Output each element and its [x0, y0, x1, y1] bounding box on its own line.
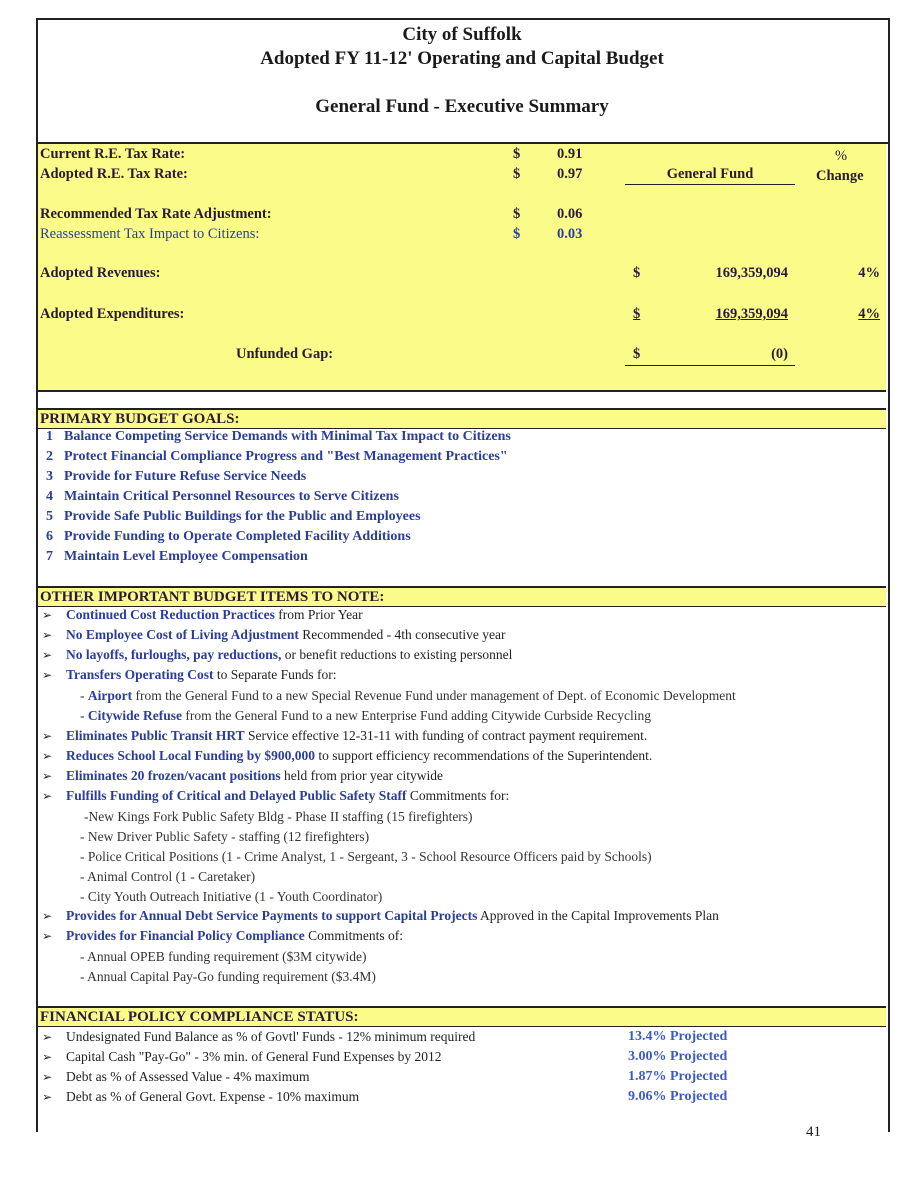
arrow-bullet-icon: ➢ [42, 628, 53, 642]
page-number: 41 [806, 1124, 821, 1140]
note-sub-item: - New Driver Public Safety - staffing (12 firefighters) [80, 829, 370, 844]
arrow-bullet-icon: ➢ [42, 1090, 53, 1104]
note-bullet: ➢ No layoffs, furloughs, pay reductions, or benefit reductions to existing personnel [42, 647, 513, 662]
goal-item: 3 Provide for Future Refuse Service Needs [46, 469, 307, 484]
unfunded-gap-value: (0) [771, 346, 788, 362]
reassessment-label: Reassessment Tax Impact to Citizens: [40, 226, 260, 242]
revenues-label: Adopted Revenues: [40, 265, 161, 281]
arrow-bullet-icon: ➢ [42, 789, 53, 803]
arrow-bullet-icon: ➢ [42, 668, 53, 682]
section-divider [38, 390, 886, 392]
expenditures-currency: $ [633, 306, 641, 322]
goal-item: 6 Provide Funding to Operate Completed Facility Additions [46, 529, 411, 544]
tax-adjust-value: 0.06 [557, 206, 583, 222]
arrow-bullet-icon: ➢ [42, 909, 53, 923]
arrow-bullet-icon: ➢ [42, 1050, 53, 1064]
reassessment-currency: $ [513, 226, 521, 242]
pct-header-label: Change [816, 168, 864, 184]
revenues-currency: $ [633, 265, 641, 281]
note-bullet: ➢ No Employee Cost of Living Adjustment Recommended - 4th consecutive year [42, 627, 506, 642]
arrow-bullet-icon: ➢ [42, 648, 53, 662]
expenditures-pct: 4% [858, 306, 880, 322]
goal-item: 5 Provide Safe Public Buildings for the Public and Employees [46, 509, 421, 524]
adopted-rate-value: 0.97 [557, 166, 583, 182]
compliance-status: 1.87% Projected [628, 1069, 728, 1084]
revenues-pct: 4% [858, 265, 880, 281]
note-bullet: ➢ Provides for Annual Debt Service Payments to support Capital Projects Approved in the Capital Improvements Plan [42, 908, 719, 923]
other-items-section-header: OTHER IMPORTANT BUDGET ITEMS TO NOTE: [38, 586, 886, 607]
pct-header-symbol: % [835, 148, 848, 164]
compliance-item: ➢ Debt as % of Assessed Value - 4% maximum [42, 1069, 310, 1084]
adopted-rate-currency: $ [513, 166, 521, 182]
note-bullet: ➢ Eliminates Public Transit HRT Service effective 12-31-11 with funding of contract payment requirement. [42, 728, 648, 743]
gap-underline [625, 365, 795, 366]
compliance-item: ➢ Capital Cash "Pay-Go" - 3% min. of General Fund Expenses by 2012 [42, 1049, 442, 1064]
note-sub-item: - Airport from the General Fund to a new Special Revenue Fund under management of Dept. of Economic Development [80, 688, 736, 703]
revenues-value: 169,359,094 [715, 265, 788, 281]
current-rate-currency: $ [513, 146, 521, 162]
compliance-item: ➢ Debt as % of General Govt. Expense - 10% maximum [42, 1089, 360, 1104]
expenditures-value: 169,359,094 [715, 306, 788, 322]
note-sub-item: - Annual Capital Pay-Go funding requirement ($3.4M) [80, 969, 376, 984]
note-sub-item: - Animal Control (1 - Caretaker) [80, 869, 256, 884]
arrow-bullet-icon: ➢ [42, 1070, 53, 1084]
note-bullet: ➢ Continued Cost Reduction Practices from Prior Year [42, 607, 363, 622]
arrow-bullet-icon: ➢ [42, 929, 53, 943]
adopted-rate-label: Adopted R.E. Tax Rate: [40, 166, 188, 182]
compliance-item: ➢ Undesignated Fund Balance as % of Govtl' Funds - 12% minimum required [42, 1029, 476, 1044]
tax-adjust-currency: $ [513, 206, 521, 222]
compliance-status: 9.06% Projected [628, 1089, 728, 1104]
note-sub-item: - Police Critical Positions (1 - Crime Analyst, 1 - Sergeant, 3 - School Resource Officers paid by Schools) [80, 849, 652, 864]
compliance-status: 3.00% Projected [628, 1049, 728, 1064]
arrow-bullet-icon: ➢ [42, 729, 53, 743]
general-fund-header: General Fund [625, 166, 795, 185]
note-bullet: ➢ Reduces School Local Funding by $900,000 to support efficiency recommendations of the Superintendent. [42, 748, 653, 763]
compliance-status: 13.4% Projected [628, 1029, 728, 1044]
arrow-bullet-icon: ➢ [42, 769, 53, 783]
arrow-bullet-icon: ➢ [42, 1030, 53, 1044]
expenditures-label: Adopted Expenditures: [40, 306, 185, 322]
unfunded-gap-currency: $ [633, 346, 641, 362]
unfunded-gap-label: Unfunded Gap: [236, 346, 334, 362]
arrow-bullet-icon: ➢ [42, 749, 53, 763]
note-sub-item: - City Youth Outreach Initiative (1 - Youth Coordinator) [80, 889, 383, 904]
budget-title: Adopted FY 11-12' Operating and Capital Budget [260, 48, 664, 69]
goals-section-header: PRIMARY BUDGET GOALS: [38, 408, 886, 429]
tax-adjust-label: Recommended Tax Rate Adjustment: [40, 206, 272, 222]
current-rate-value: 0.91 [557, 146, 583, 162]
note-bullet: ➢ Fulfills Funding of Critical and Delayed Public Safety Staff Commitments for: [42, 788, 510, 803]
note-bullet: ➢ Eliminates 20 frozen/vacant positions held from prior year citywide [42, 768, 443, 783]
note-sub-item: - Citywide Refuse from the General Fund to a new Enterprise Fund adding Citywide Curbside Recycling [80, 708, 652, 723]
goal-item: 4 Maintain Critical Personnel Resources to Serve Citizens [46, 489, 399, 504]
title-block [36, 18, 888, 144]
note-bullet: ➢ Provides for Financial Policy Compliance Commitments of: [42, 928, 404, 943]
note-bullet: ➢ Transfers Operating Cost to Separate Funds for: [42, 667, 337, 682]
city-title: City of Suffolk [402, 24, 522, 45]
summary-title: General Fund - Executive Summary [315, 96, 609, 117]
reassessment-value: 0.03 [557, 226, 583, 242]
arrow-bullet-icon: ➢ [42, 608, 53, 622]
compliance-section-header: FINANCIAL POLICY COMPLIANCE STATUS: [38, 1006, 886, 1027]
goal-item: 7 Maintain Level Employee Compensation [46, 549, 308, 564]
note-sub-item: -New Kings Fork Public Safety Bldg - Phase II staffing (15 firefighters) [84, 809, 473, 824]
goal-item: 1 Balance Competing Service Demands with Minimal Tax Impact to Citizens [46, 429, 511, 444]
goal-item: 2 Protect Financial Compliance Progress and "Best Management Practices" [46, 449, 508, 464]
current-rate-label: Current R.E. Tax Rate: [40, 146, 186, 162]
note-sub-item: - Annual OPEB funding requirement ($3M citywide) [80, 949, 367, 964]
